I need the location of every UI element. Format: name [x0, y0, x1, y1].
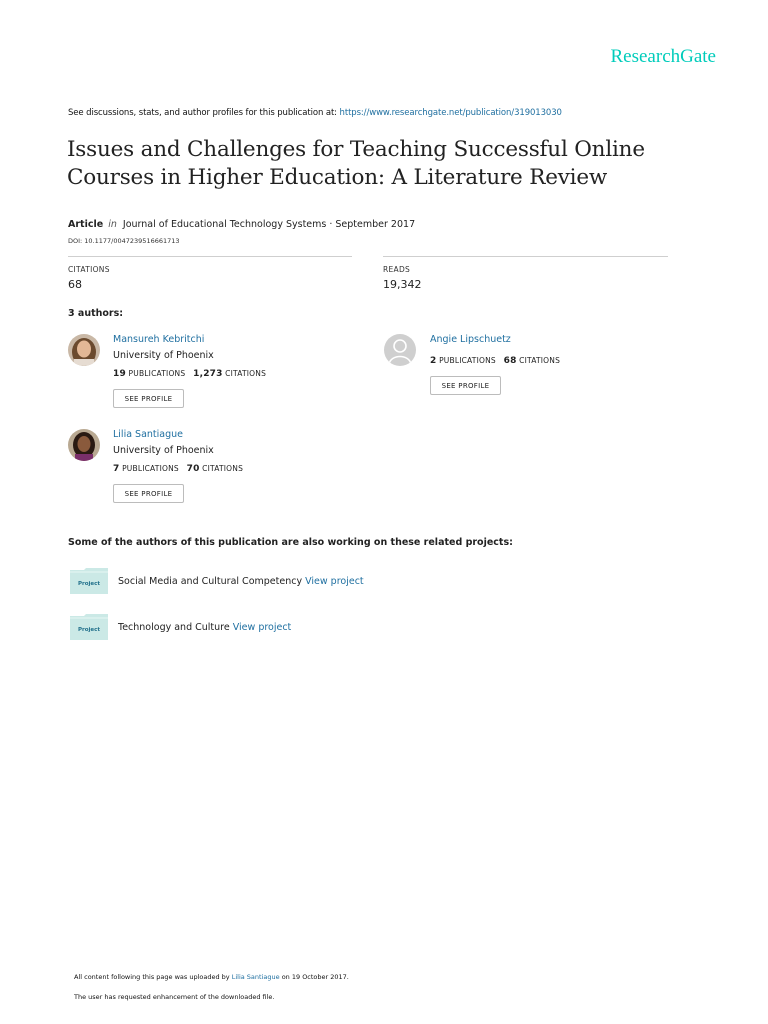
reads-value: 19,342 — [383, 278, 422, 291]
author-name-link[interactable]: Angie Lipschuetz — [430, 334, 511, 345]
author-stats — [113, 464, 243, 474]
citations-count: 68 — [503, 356, 517, 366]
project-text — [118, 576, 364, 587]
view-project-link[interactable]: View project — [232, 622, 292, 633]
see-profile-button[interactable]: SEE PROFILE — [113, 389, 184, 408]
publication-type: Article — [68, 219, 104, 230]
default-avatar-icon[interactable] — [384, 334, 416, 366]
publications-label: PUBLICATIONS — [439, 356, 496, 365]
publication-doi: DOI: 10.1177/0047239516661713 — [68, 237, 180, 245]
avatar[interactable] — [68, 334, 100, 366]
publications-count: 2 — [430, 356, 437, 366]
project-icon — [70, 614, 108, 640]
reads-divider — [383, 256, 668, 257]
publication-title: Issues and Challenges for Teaching Successful Online Courses in Higher Education: A Literature Review — [67, 137, 645, 190]
citations-count: 1,273 — [193, 369, 223, 379]
citations-divider — [68, 256, 352, 257]
reads-label: READS — [383, 265, 411, 274]
upload-suffix: on 19 October 2017. — [279, 973, 349, 981]
project-name: Technology and Culture — [118, 622, 230, 633]
author-name-link[interactable]: Mansureh Kebritchi — [113, 334, 205, 345]
view-project-link[interactable]: View project — [305, 576, 364, 587]
related-projects-heading: Some of the authors of this publication are also working on these related projects: — [68, 537, 513, 548]
discussion-line — [68, 108, 562, 118]
author-stats — [113, 369, 266, 379]
project-item — [70, 614, 670, 644]
project-icon-label: Project — [77, 627, 101, 633]
project-name: Social Media and Cultural Competency — [118, 576, 303, 587]
researchgate-logo: ResearchGate — [610, 46, 716, 67]
see-profile-button[interactable]: SEE PROFILE — [113, 484, 184, 503]
citations-label: CITATIONS — [202, 464, 244, 473]
publication-url-link[interactable]: https://www.researchgate.net/publication/319013030 — [339, 108, 562, 118]
citations-value: 68 — [68, 278, 82, 291]
upload-prefix: All content following this page was uploaded by — [74, 973, 232, 981]
author-name-link[interactable]: Lilia Santiague — [113, 429, 184, 440]
project-icon — [70, 568, 108, 594]
citations-count: 70 — [186, 464, 200, 474]
project-icon-label: Project — [77, 581, 101, 587]
publications-label: PUBLICATIONS — [128, 369, 186, 378]
author-institution: University of Phoenix — [113, 445, 214, 456]
author-stats — [430, 356, 560, 366]
upload-note — [74, 973, 349, 981]
citations-label: CITATIONS — [68, 265, 110, 274]
discussion-prefix: See discussions, stats, and author profiles for this publication at: — [68, 108, 340, 118]
publications-label: PUBLICATIONS — [122, 464, 179, 473]
publications-count: 19 — [113, 369, 126, 379]
publication-in: in — [108, 219, 117, 230]
author-institution: University of Phoenix — [113, 350, 214, 361]
enhancement-note: The user has requested enhancement of the downloaded file. — [74, 993, 275, 1001]
citations-label: CITATIONS — [519, 356, 561, 365]
publication-meta — [68, 219, 415, 230]
project-item — [70, 568, 670, 598]
authors-count: 3 authors: — [68, 308, 124, 319]
avatar[interactable] — [68, 429, 100, 461]
publication-venue: Journal of Educational Technology Systems · September 2017 — [122, 219, 416, 230]
uploader-link[interactable]: Lilia Santiague — [231, 973, 280, 981]
citations-label: CITATIONS — [225, 369, 267, 378]
project-text — [118, 622, 291, 633]
publications-count: 7 — [113, 464, 120, 474]
see-profile-button[interactable]: SEE PROFILE — [430, 376, 501, 395]
